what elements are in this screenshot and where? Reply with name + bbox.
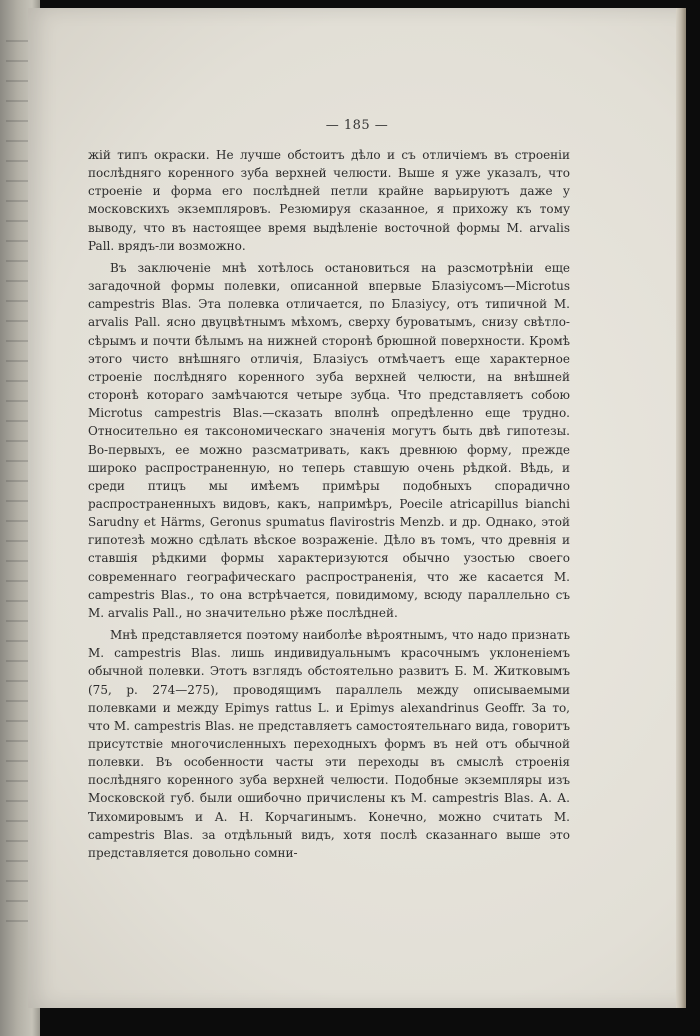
- body-text: [88, 146, 570, 866]
- paragraph-2: Въ заключеніе мнѣ хотѣлось остановиться на разсмотрѣніи еще загадочной формы полевки, описанной впервые Блазіусомъ—Microtus campestris Blas. Эта полевка отличается, по Блазіусу, отъ типичной M. arvalis Pall. ясно двуцвѣтнымъ мѣхомъ, сверху буроватымъ, снизу свѣтло-сѣрымъ и почти бѣлымъ на нижней сторонѣ брюшной поверхности. Кромѣ этого чисто внѣшняго отличія, Блазіусъ отмѣчаетъ еще характерное строеніе послѣдняго коренного зуба верхней челюсти, на внѣшней сторонѣ котораго замѣчаются четыре зубца. Что представляетъ собою Microtus campestris Blas.—сказать вполнѣ опредѣленно еще трудно. Относительно ея таксономическаго значенія могутъ быть двѣ гипотезы. Во-первыхъ, ее можно разсматривать, какъ древнюю форму, прежде широко распространенную, но теперь ставшую очень рѣдкой. Вѣдь, и среди птицъ мы имѣемъ примѣры подобныхъ спорадично распространенныхъ видовъ, какъ, напримѣръ, Poecile atricapillus bianchi Sarudny et Härms, Geronus spumatus flavirostris Menzb. и др. Однако, этой гипотезѣ можно сдѣлать вѣское возраженіе. Дѣло въ томъ, что древнія и ставшія рѣдкими формы характеризуются обычно узостью своего современнаго географическаго распространенія, что же касается M. campestris Blas., то она встрѣчается, повидимому, всюду параллельно съ M. arvalis Pall., но значительно рѣже послѣдней.: [88, 260, 570, 620]
- book-page: [28, 8, 686, 1008]
- page-number: — 185 —: [325, 118, 389, 133]
- paragraph-3: Мнѣ представляется поэтому наиболѣе вѣроятнымъ, что надо признать M. campestris Blas. лишь индивидуальнымъ красочнымъ уклоненіемъ обычной полевки. Этотъ взглядъ обстоятельно развитъ Б. М. Житковымъ (75, p. 274—275), проводящимъ параллель между описываемыми полевками и между Epimys rattus L. и Epimys alexandrinus Geoffr. За то, что M. campestris Blas. не представляетъ самостоятельнаго вида, говоритъ присутствіе многочисленныхъ переходныхъ формъ въ ней отъ обычной полевки. Въ особенности часты эти переходы въ смыслѣ строенія послѣдняго коренного зуба верхней челюсти. Подобные экземпляры изъ Московской губ. были ошибочно причислены къ M. campestris Blas. А. А. Тихомировымъ и А. Н. Корчагинымъ. Конечно, можно считать M. campestris Blas. за отдѣльный видъ, хотя послѣ сказаннаго выше это представляется довольно сомни-: [88, 628, 570, 860]
- paragraph-1: жій типъ окраски. Не лучше обстоитъ дѣло и съ отличіемъ въ строеніи послѣдняго коренного зуба верхней челюсти. Выше я уже указалъ, что строеніе и форма его послѣдней петли крайне варьируютъ даже у московскихъ экземпляровъ. Резюмируя сказанное, я прихожу къ тому выводу, что въ настоящее время выдѣленіе восточной формы M. arvalis Pall. врядъ-ли возможно.: [88, 148, 570, 253]
- page-edge-shadow: [676, 8, 686, 1008]
